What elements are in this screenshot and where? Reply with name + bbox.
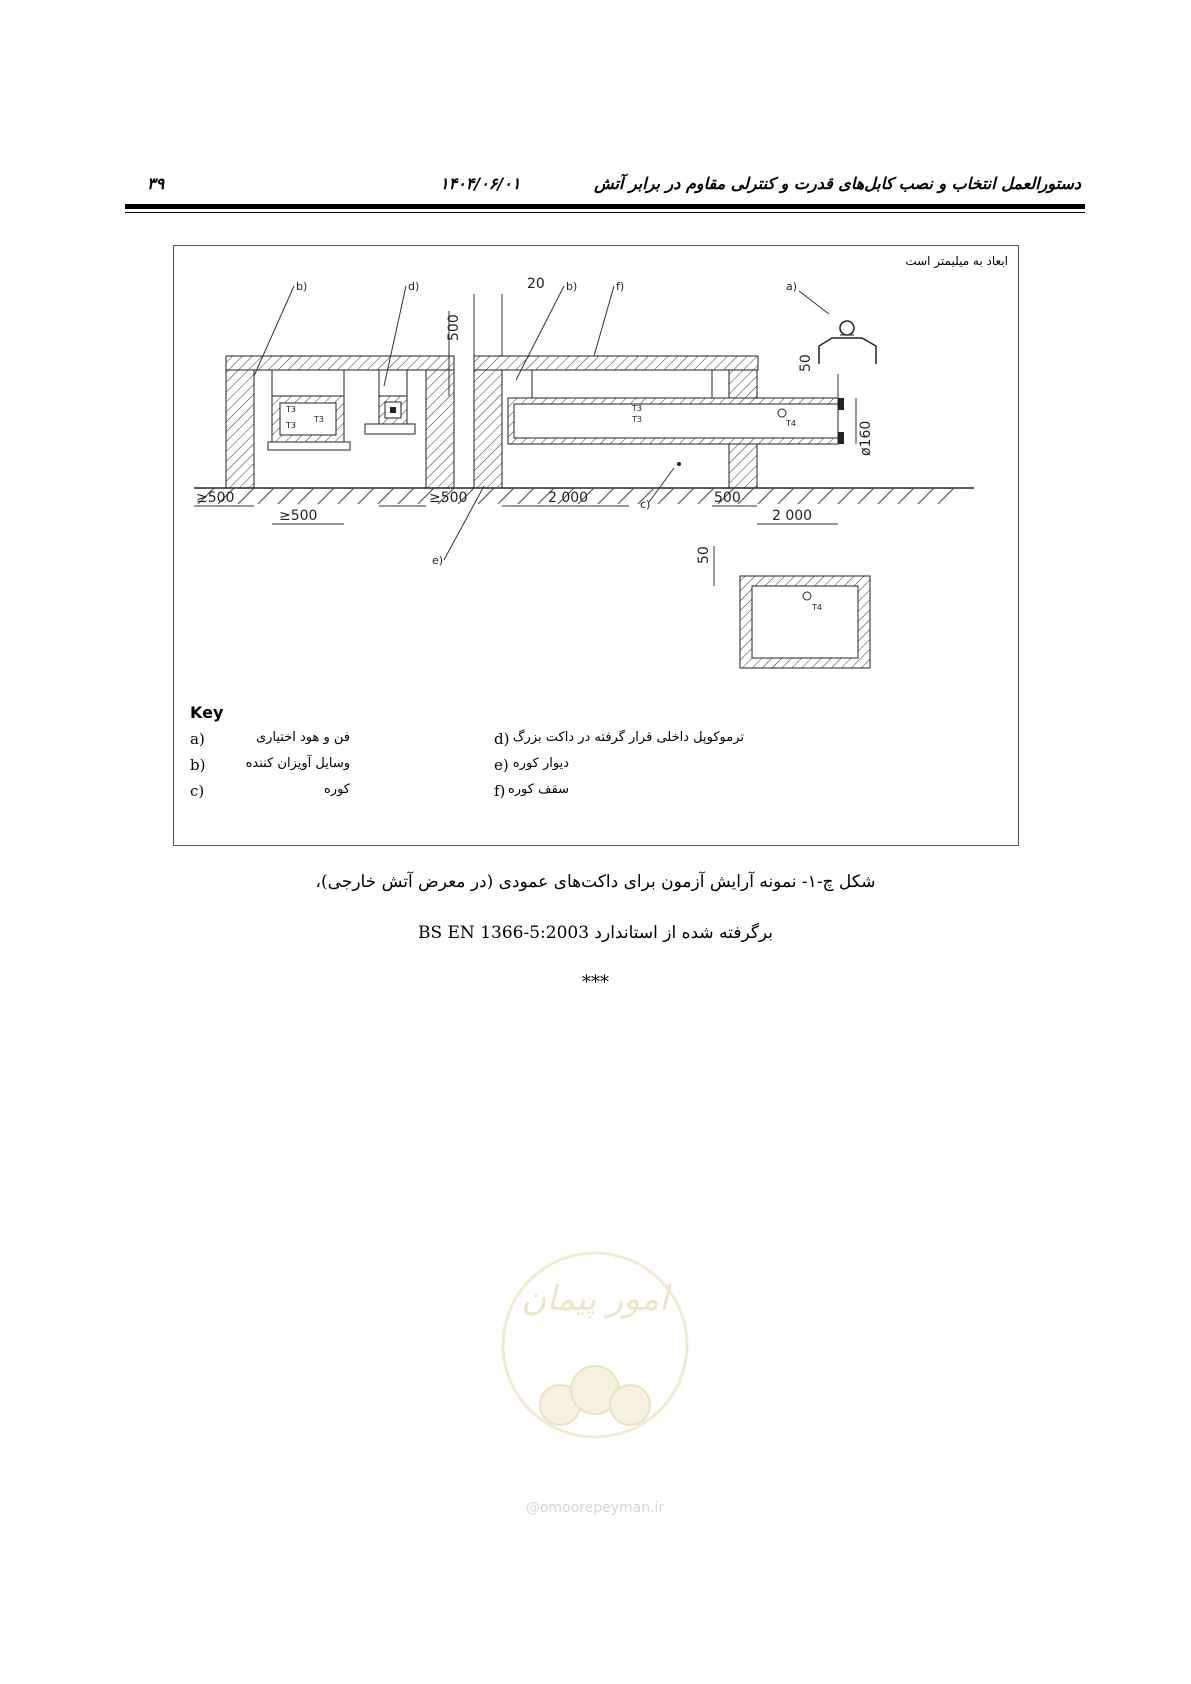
leader-d: d) [408,280,420,293]
key-text: سقف کوره [507,782,569,797]
key-item-a [190,730,450,750]
svg-text:T4: T4 [812,603,822,612]
watermark-logo-text: امور پیمان [521,1279,669,1319]
section-separator: *** [582,972,609,993]
figure-frame [173,245,1019,846]
key-letter: f) [494,782,506,800]
figure-caption: شکل چ-۱- نمونه آرایش آزمون برای داکت‌های عمودی (در معرض آتش خارجی)، [315,872,876,892]
header-rule-thin [125,212,1085,213]
header-date: ۱۴۰۴/۰۶/۰۱ [440,174,521,193]
key-text: دیوار کوره [512,756,569,771]
svg-text:T3: T3 [632,415,642,424]
key-title: Key [190,703,224,722]
page-number: ۳۹ [147,174,165,193]
key-letter: b) [190,756,206,774]
dim-left-clearance: ≥500 [196,490,235,506]
key-letter: c) [190,782,205,800]
figure-source: برگرفته شده از استاندارد BS EN 1366-5:2003 [417,923,774,943]
key-letter: d) [494,730,510,748]
dim-mid-clearance: ≥500 [279,508,318,524]
fan-and-hood [819,321,876,364]
right-furnace-section [474,356,844,488]
header-rule-thick [125,204,1085,209]
dim-diameter: ø160 [858,420,874,456]
duct-cross-section [740,576,870,668]
header-title: دستورالعمل انتخاب و نصب کابل‌های قدرت و کنترلی مقاوم در برابر آتش [594,174,1081,193]
dim-right-clearance: ≥500 [429,490,468,506]
key-text: کوره [324,782,350,797]
watermark-emblem [480,1195,710,1495]
key-item-e [494,756,894,776]
key-letter: a) [190,730,205,748]
dim-gap: 20 [527,276,545,292]
dim-50-side: 50 [798,354,814,372]
svg-text:T3: T3 [314,415,324,424]
svg-text:T4: T4 [786,419,796,428]
leader-f: f) [616,280,625,293]
dim-inner-2000: 2 000 [548,490,589,506]
left-furnace-section [226,356,454,488]
key-item-f [494,782,894,802]
dim-500-vertical: 500 [446,314,462,341]
leader-b-left: b) [296,280,308,293]
svg-text:T3: T3 [286,421,296,430]
key-text: ترموکوپل داخلی قرار گرفته در داکت بزرگ [512,730,744,745]
svg-text:T3: T3 [286,405,296,414]
leader-e: e) [432,554,444,567]
leader-c: c) [640,498,651,511]
key-item-d [494,730,894,750]
key-item-b [190,756,450,776]
leader-a: a) [786,280,798,293]
key-item-c [190,782,450,802]
svg-text:T3: T3 [632,404,642,413]
key-text: فن و هود اختیاری [255,730,350,745]
dim-50-section: 50 [696,546,712,564]
units-note: ابعاد به میلیمتر است [905,254,1008,268]
watermark-url: @omoorepeyman.ir [525,1500,665,1516]
leader-b-right: b) [566,280,578,293]
watermark-logo [480,1195,710,1525]
dim-outer-500: 500 [714,490,741,506]
key-letter: e) [494,756,509,774]
dim-outer-2000: 2 000 [772,508,813,524]
key-text: وسایل آویزان کننده [245,756,350,771]
